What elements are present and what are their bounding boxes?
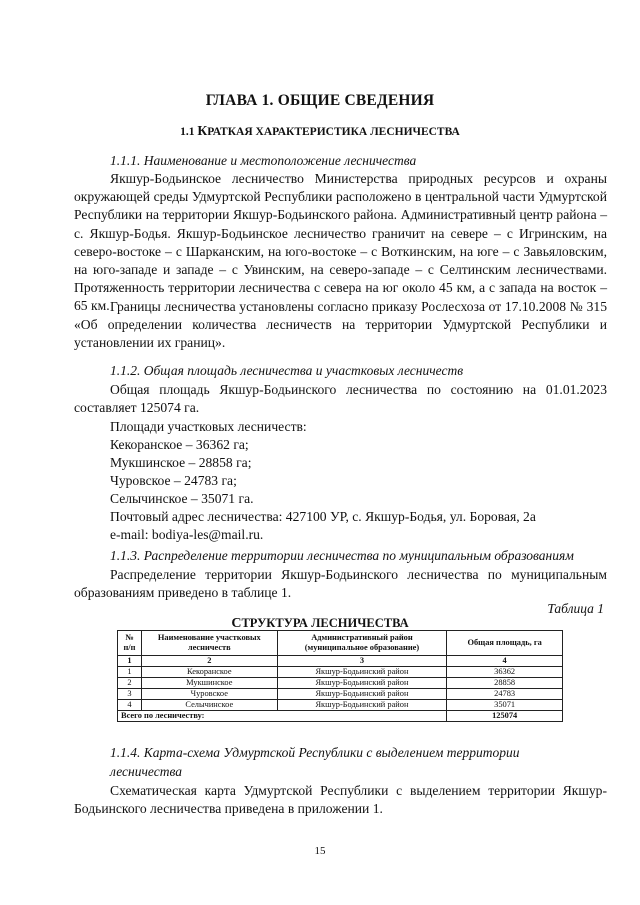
header-cell: Общая площадь, га — [447, 631, 563, 656]
table-number: Таблица 1 — [547, 601, 604, 616]
paragraph-borders: Границы лесничества установлены согласно приказу Рослесхоза от 17.10.2008 № 315 «Об определении количества лесничеств на территории Удмуртской Республики и установлении их границ». — [74, 299, 607, 351]
section-first-letter: К — [197, 123, 208, 138]
area-list-item: Мукшинское – 28858 га; — [110, 455, 252, 470]
area-list-item: Чуровское – 24783 га; — [110, 473, 237, 488]
subsection-heading-1-1-4: 1.1.4. Карта-схема Удмуртской Республики с выделением территории — [110, 745, 520, 760]
total-value: 125074 — [447, 711, 563, 722]
area-list-item: Кекоранское – 36362 га; — [110, 437, 249, 452]
structure-table — [117, 630, 563, 722]
subsection-heading-1-1-3: 1.1.3. Распределение территории лесничества по муниципальным образованиям — [110, 548, 574, 563]
table-header-row — [118, 631, 563, 656]
subsection-heading-1-1-1: 1.1.1. Наименование и местоположение лесничества — [110, 153, 417, 168]
table-cell: Якшур-Бодьинский район — [277, 667, 447, 678]
postal-address: Почтовый адрес лесничества: 427100 УР, с. Якшур-Бодья, ул. Боровая, 2а — [110, 509, 536, 524]
table-cell: 3 — [118, 689, 142, 700]
table-cell: 36362 — [447, 667, 563, 678]
table-cell: Якшур-Бодьинский район — [277, 689, 447, 700]
email-address: e-mail: bodiya-les@mail.ru. — [110, 527, 264, 542]
section-number: 1.1 — [180, 126, 195, 138]
section-title — [0, 123, 640, 139]
table-row — [118, 667, 563, 678]
column-number: 2 — [141, 656, 277, 667]
paragraph-total-area: Общая площадь Якшур-Бодьинского лесничества по состоянию на 01.01.2023 составляет 125074 га. — [74, 382, 607, 416]
paragraph-distribution: Распределение территории Якшур-Бодьинского лесничества по муниципальным образованиям приведено в таблице 1. — [74, 567, 607, 601]
total-label: Всего по лесничеству: — [118, 711, 447, 722]
table-row — [118, 689, 563, 700]
table-cell: Чуровское — [141, 689, 277, 700]
column-number: 1 — [118, 656, 142, 667]
table-title-first-letter: С — [231, 616, 242, 631]
column-number: 3 — [277, 656, 447, 667]
table-cell: Кекоранское — [141, 667, 277, 678]
header-cell: Наименование участковых лесничеств — [141, 631, 277, 656]
table-cell: 2 — [118, 678, 142, 689]
table-total-row — [118, 711, 563, 722]
header-cell: № п/п — [118, 631, 142, 656]
table-row — [118, 678, 563, 689]
page-number: 15 — [314, 845, 326, 857]
table-cell: 1 — [118, 667, 142, 678]
header-cell: Административный район (муниципальное образование) — [277, 631, 447, 656]
area-list-item: Селычинское – 35071 га. — [110, 491, 254, 506]
chapter-title: ГЛАВА 1. ОБЩИЕ СВЕДЕНИЯ — [205, 92, 435, 109]
paragraph-location: Якшур-Бодьинское лесничество Министерства природных ресурсов и охраны окружающей среды Удмуртской Республики расположено в центральной части Удмуртской Республики на территории Якшур-Бодьинского района. Административный центр района – с. Якшур-Бодья. Якшур-Бодьинское лесничество граничит на севере – с Игринским, на северо-востоке – с Шарканским, на юго-востоке – с Воткинским, на юге – с Завьяловским, на юго-западе и западе – с Увинским, на северо-западе – с Селтинским лесничествами. Протяженность территории лесничества с севера на юг около 45 км, а с запада на восток – 65 км. — [74, 171, 607, 314]
table-cell: Мукшинское — [141, 678, 277, 689]
table-cell: Селычинское — [141, 700, 277, 711]
subsection-heading-1-1-2: 1.1.2. Общая площадь лесничества и участковых лесничеств — [110, 363, 464, 378]
area-list-heading: Площади участковых лесничеств: — [110, 419, 307, 434]
table-cell: 24783 — [447, 689, 563, 700]
paragraph-map: Схематическая карта Удмуртской Республики с выделением территории Якшур-Бодьинского лесничества приведена в приложении 1. — [74, 783, 607, 817]
table-row — [118, 700, 563, 711]
subsection-heading-1-1-4-cont: лесничества — [110, 764, 182, 779]
table-cell: 35071 — [447, 700, 563, 711]
table-cell: 28858 — [447, 678, 563, 689]
table-title-rest: ТРУКТУРА ЛЕСНИЧЕСТВА — [241, 616, 409, 630]
column-number: 4 — [447, 656, 563, 667]
table-column-numbers-row — [118, 656, 563, 667]
section-rest: РАТКАЯ ХАРАКТЕРИСТИКА ЛЕСНИЧЕСТВА — [207, 126, 460, 138]
table-cell: Якшур-Бодьинский район — [277, 678, 447, 689]
table-cell: 4 — [118, 700, 142, 711]
table-cell: Якшур-Бодьинский район — [277, 700, 447, 711]
